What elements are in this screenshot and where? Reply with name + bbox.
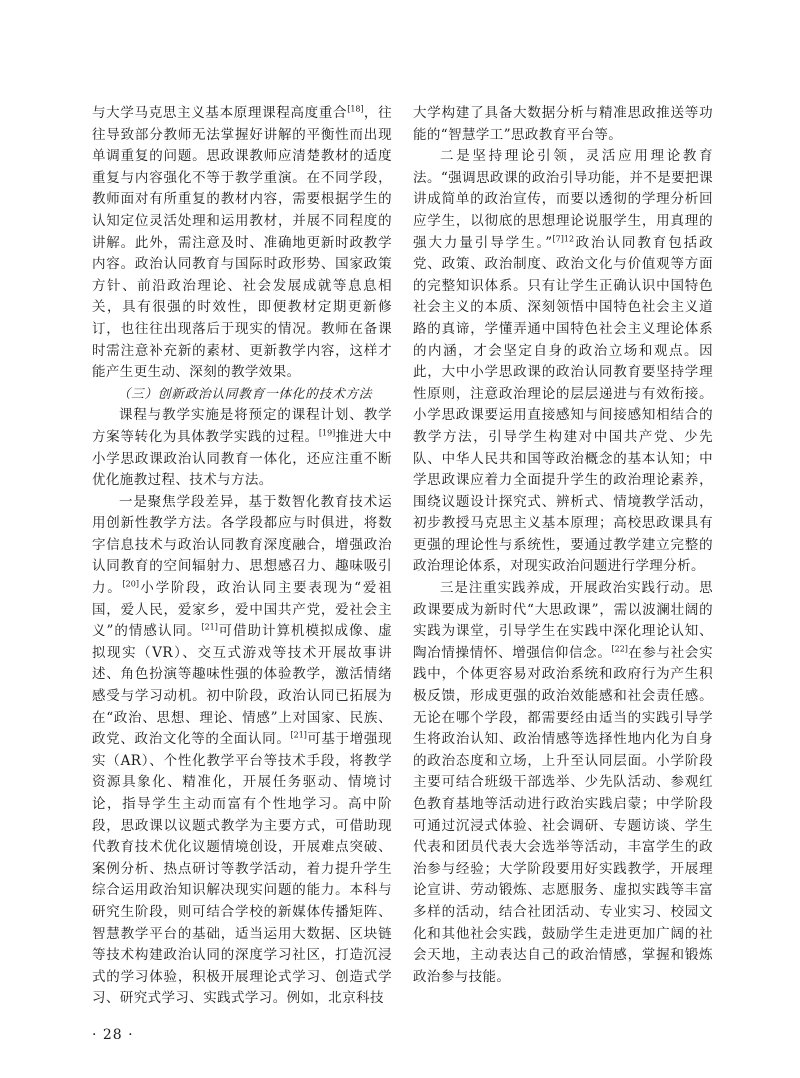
paragraph-text: 可基于增强现实（AR）、个性化教学平台等技术手段，将教学资源具象化、精准化，开展任务驱动、情境讨论，指导学生主动而富有个性地学习。高中阶段，思政课以议题式教学为主要方式，可借助现代教育技术优化议题情境创设，开展难点突破、案例分析、热点研讨等教学活动，着力提升学生综合运用政治知识解决现实问题的能力。本科与研究生阶段，则可结合学校的新媒体传播矩阵、智慧教学平台的基础，适当运用大数据、区块链等技术构建政治认同的深度学习社区，打造沉浸式的学习体验，积极开展理论式学习、创造式学习、研究式学习、实践式学习。例如，北京科技 — [92, 731, 392, 1007]
citation-marker: [7]12 — [552, 234, 575, 244]
paragraph-text: 课程与教学实施是将预定的课程计划、教学方案等转化为具体教学实践的过程。 — [92, 407, 392, 445]
paragraph-text: 一是聚焦学段差异，基于数智化教育技术运用创新性教学方法。各学段都应与时俱进，将数字信息技术与政治认同教育深度融合，增强政治认同教育的空间辐射力、思想感召力、趣味吸引力。 — [92, 493, 392, 597]
paragraph-continuation — [92, 103, 392, 384]
paragraph-text: 与大学马克思主义基本原理课程高度重合 — [92, 105, 348, 121]
left-text-column — [92, 103, 392, 1010]
citation-marker: [21] — [201, 622, 218, 632]
section-heading: （三）创新政治认同教育一体化的技术方法 — [117, 386, 373, 402]
paragraph-text: 二是坚持理论引领，灵活应用理论教育法。“强调思政课的政治引导功能，并不是要把课讲成简单的政治宣传，而要以透彻的学理分析回应学生，以彻底的思想理论说服学生，用真理的强大力量引导学生。” — [413, 148, 713, 251]
paragraph-continuation: 大学构建了具备大数据分析与精准思政推送等功能的“智慧学工”思政教育平台等。 — [413, 105, 713, 143]
citation-marker: [20] — [122, 579, 139, 589]
paragraph — [92, 405, 392, 491]
paragraph-text: 推进大中小学思政课政治认同教育一体化，还应注重不断优化施教过程、技术与方法。 — [92, 428, 392, 489]
paragraph-text: 小学阶段，政治认同主要表现为“爱祖国，爱人民，爱家乡，爱中国共产党，爱社会主义”的情感认同。 — [92, 580, 392, 640]
citation-marker: [19] — [318, 428, 336, 438]
paragraph — [92, 492, 392, 1010]
citation-marker: [22] — [611, 644, 628, 654]
paragraph-text: 在参与社会实践中，个体更容易对政治系统和政府行为产生积极反馈，形成更强的政治效能感和社会责任感。无论在哪个学段，都需要经由适当的实践引导学生将政治认知、政治情感等选择性地内化为自身的政治态度和立场，上升至认同层面。小学阶段主要可结合班级干部选举、少先队活动、参观红色教育基地等活动进行政治实践启蒙；中学阶段可通过沉浸式体验、社会调研、专题访谈、学生代表和团员代表大会选举等活动，丰富学生的政治参与经验；大学阶段要用好实践教学，开展理论宣讲、劳动锻炼、志愿服务、虚拟实践等丰富多样的活动，结合社团活动、专业实习、校园文化和其他社会实践，鼓励学生走进更加广阔的社会天地，主动表达自己的政治情感，掌握和锻炼政治参与技能。 — [413, 644, 713, 985]
paragraph-text: ，往往导致部分教师无法掌握好讲解的平衡性而出现单调重复的问题。思政课教师应清楚教材的适度重复与内容强化不等于教学重演。在不同学段，教师面对有所重复的教材内容，需要根据学生的认知定位灵活处理和运用教材，并展不同程度的讲解。此外，需注意及时、准确地更新时政教学内容。政治认同教育与国际时政形势、国家政策方针、前沿政治理论、社会发展成就等息息相关，具有很强的时效性，即便教材定期更新修订，也往往出现落后于现实的情况。教师在备课时需注意补充新的素材、更新教学内容，这样才能产生更生动、深刻的教学效果。 — [92, 105, 392, 381]
citation-marker: [21] — [290, 730, 307, 740]
paragraph — [413, 578, 713, 988]
paragraph-text: 三是注重实践养成，开展政治实践行动。思政课要成为新时代“大思政课”，需以波澜壮阔的实践为课堂，引导学生在实践中深化理论认知、陶冶情操情怀、增强信仰信念。 — [413, 580, 713, 661]
paragraph — [413, 146, 713, 578]
citation-marker: [18] — [347, 104, 364, 114]
paragraph-text: 可借助计算机模拟成像、虚拟现实（VR）、交互式游戏等技术开展故事讲述、角色扮演等趣味性强的体验教学，激活情绪感受与学习动机。初中阶段，政治认同已拓展为在“政治、思想、理论、情感”上对国家、民族、政党、政治文化等的全面认同。 — [92, 623, 392, 748]
paragraph-text: 政治认同教育包括政党、政策、政治制度、政治文化与价值观等方面的完整知识体系。只有让学生正确认识中国特色社会主义的本质、深刻领悟中国特色社会主义道路的真谛，学懂弄通中国特色社会主义理论体系的内涵，才会坚定自身的政治立场和观点。因此，大中小学思政课的政治认同教育要坚持学理性原则，注意政治理论的层层递进与有效衔接。小学思政课要运用直接感知与间接感知相结合的教学方法，引导学生构建对中国共产党、少先队、中华人民共和国等政治概念的基本认知；中学思政课应着力全面提升学生的政治理论素养，围绕议题设计探究式、辨析式、情境教学活动，初步教授马克思主义基本原理；高校思政课具有更强的理论性与系统性，要通过教学建立完整的政治理论体系，对现实政治问题进行学理分析。 — [413, 234, 713, 575]
right-text-column — [413, 103, 713, 988]
page-number: · 28 · — [92, 1027, 134, 1043]
